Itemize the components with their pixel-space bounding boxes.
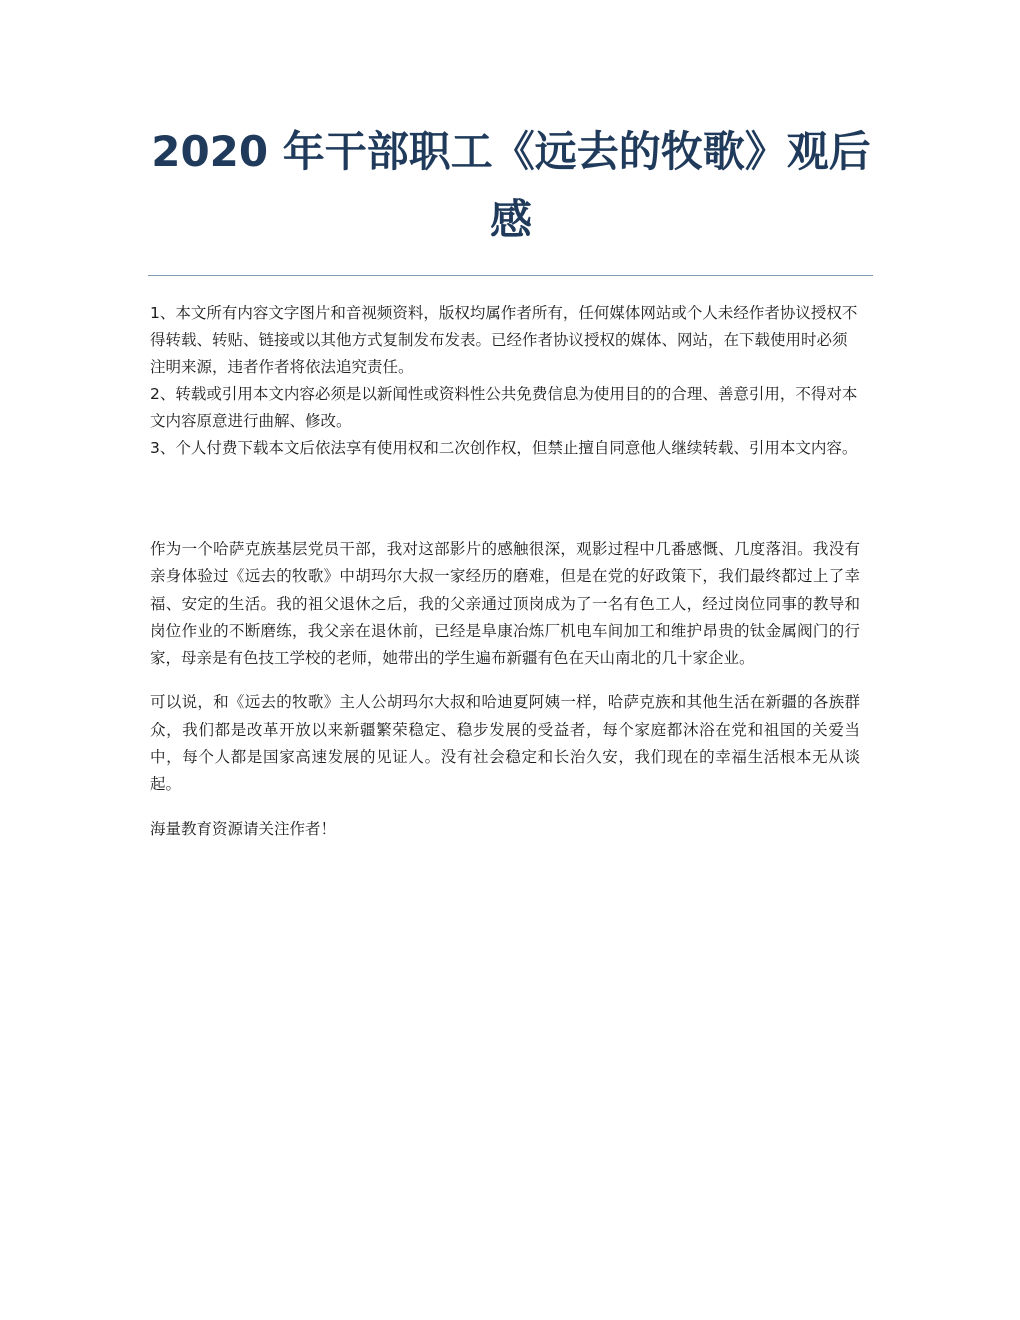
copyright-notice [150,300,860,462]
body-paragraph-1: 作为一个哈萨克族基层党员干部，我对这部影片的感触很深，观影过程中几番感慨、几度落泪。我没有亲身体验过《远去的牧歌》中胡玛尔大叔一家经历的磨难，但是在党的好政策下，我们最终都过上了幸福、安定的生活。我的祖父退休之后，我的父亲通过顶岗成为了一名有色工人，经过岗位同事的教导和岗位作业的不断磨练，我父亲在退休前，已经是阜康冶炼厂机电车间加工和维护昂贵的钛金属阀门的行家，母亲是有色技工学校的老师，她带出的学生遍布新疆有色在天山南北的几十家企业。 [150,540,860,668]
notice-item-3: 3、个人付费下载本文后依法享有使用权和二次创作权，但禁止擅自同意他人继续转载、引用本文内容。 [150,439,858,457]
notice-item-1: 1、本文所有内容文字图片和音视频资料，版权均属作者所有，任何媒体网站或个人未经作者协议授权不得转载、转贴、链接或以其他方式复制发布发表。已经作者协议授权的媒体、网站，在下载使用时必须注明来源，违者作者将依法追究责任。 [150,304,858,376]
body-paragraph-3: 海量教育资源请关注作者！ [150,819,337,838]
document-title: 2020 年干部职工《远去的牧歌》观后感 [151,127,871,244]
body-paragraph-2: 可以说，和《远去的牧歌》主人公胡玛尔大叔和哈迪夏阿姨一样，哈萨克族和其他生活在新疆的各族群众，我们都是改革开放以来新疆繁荣稳定、稳步发展的受益者，每个家庭都沐浴在党和祖国的关爱当中，每个人都是国家高速发展的见证人。没有社会稳定和长治久安，我们现在的幸福生活根本无从谈起。 [150,693,860,794]
article-body [150,536,860,860]
title-divider [148,275,873,276]
notice-item-2: 2、转载或引用本文内容必须是以新闻性或资料性公共免费信息为使用目的的合理、善意引用，不得对本文内容原意进行曲解、修改。 [150,385,858,430]
